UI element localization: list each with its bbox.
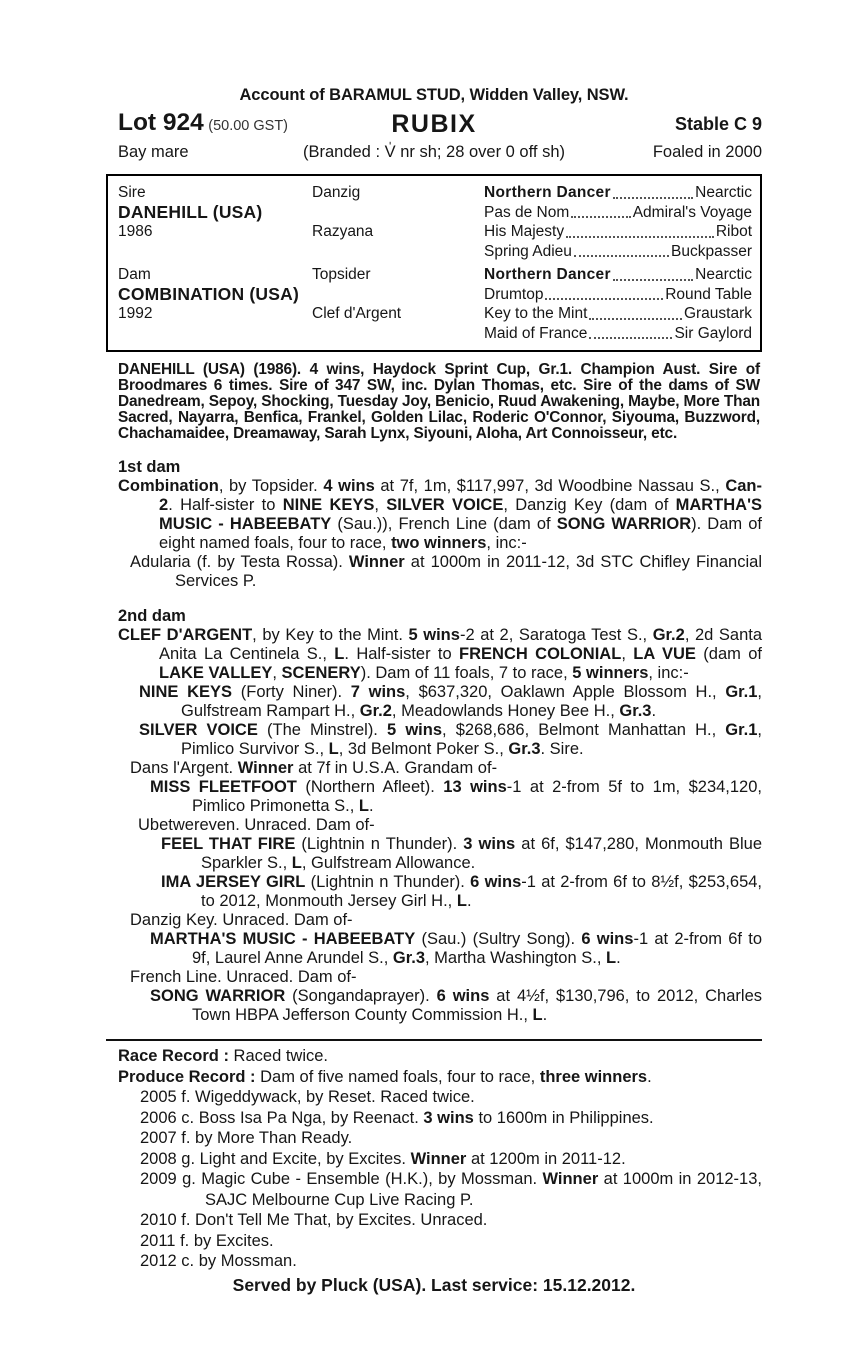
vendor-account-line: Account of BARAMUL STUD, Widden Valley, NSW. (239, 86, 629, 104)
pedigree-leader-row: Pas de Nom Admiral's Voyage (484, 203, 752, 221)
dam-year: 1992 (118, 305, 153, 322)
sire-dam-name: Razyana (312, 223, 374, 240)
first-dam-paragraph: Combination, by Topsider. 4 wins at 7f, 1m, $117,997, 3d Woodbine Nassau S., Can-2. Half-sister to NINE KEYS, SILVER VOICE, Danzig Key (dam of MARTHA'S MUSIC - HABEEBATY (Sau.)), French Line (dam of SONG WARRIOR). Dam of eight named foals, four to race, two winners, inc:- (118, 477, 763, 553)
pedigree-leader-row: His Majesty Ribot (484, 223, 752, 240)
produce-entry: 2006 c. Boss Isa Pa Nga, by Reenact. 3 wins to 1600m in Philippines. (140, 1108, 654, 1127)
service-note: Served by Pluck (USA). Last service: 15.12.2012. (232, 1274, 636, 1295)
dam-entry: SONG WARRIOR (Songandaprayer). 6 wins at 4½f, $130,796, to 2012, Charles Town HBPA Jefferson County Commission H., L. (150, 987, 763, 1025)
dam-entry: MARTHA'S MUSIC - HABEEBATY (Sau.) (Sultry Song). 6 wins-1 at 2-from 6f to 9f, Laurel Anne Arundel S., Gr.3, Martha Washington S., L. (150, 930, 762, 968)
dam-dam-name: Clef d'Argent (312, 305, 402, 322)
race-record: Race Record : Raced twice. (118, 1047, 329, 1066)
sire-sire-name: Danzig (312, 184, 361, 201)
section-divider (106, 1039, 762, 1041)
dam-grandparents-column (484, 265, 752, 343)
sire-parents-column (312, 183, 484, 261)
sire-summary-paragraph: DANEHILL (USA) (1986). 4 wins, Haydock Sprint Cup, Gr.1. Champion Aust. Sire of Broodmares 6 times. Sire of 347 SW, inc. Dylan Thomas, etc. Sire of the dams of SW Danedream, Sepoy, Shocking, Tuesday Joy, Benicio, Ruud Awakening, Maybe, More Than Sacred, Nayarra, Benfica, Frankel, Golden Lilac, Roderic O'Connor, Siyouma, Buzzword, Chachamaidee, Dreamaway, Sarah Lynx, Siyouni, Aloha, Art Connoisseur, etc. (118, 361, 760, 443)
dam-sire-name: Topsider (312, 266, 371, 283)
dam-name: COMBINATION (USA) (118, 283, 299, 304)
page-content (106, 86, 762, 1296)
pedigree-leader-row: Northern Dancer Nearctic (484, 184, 752, 201)
dam-entry: Danzig Key. Unraced. Dam of- (130, 911, 353, 930)
produce-entry: 2007 f. by More Than Ready. (140, 1129, 353, 1148)
dam-parents-column (312, 265, 484, 343)
pedigree-table (106, 174, 762, 352)
dam-entry: Dans l'Argent. Winner at 7f in U.S.A. Grandam of- (130, 759, 498, 778)
dam-entry: Ubetwereven. Unraced. Dam of- (138, 816, 375, 835)
brand-description: (Branded : V̍ nr sh; 28 over 0 off sh) (302, 143, 565, 161)
dam-entry: French Line. Unraced. Dam of- (130, 968, 357, 987)
records-section (106, 1046, 762, 1296)
sire-year: 1986 (118, 223, 153, 240)
horse-name: RUBIX (391, 110, 477, 138)
produce-entry: 2010 f. Don't Tell Me That, by Excites. Unraced. (140, 1211, 488, 1230)
produce-entry: 2005 f. Wigeddywack, by Reset. Raced twice. (140, 1088, 475, 1107)
stable-location: Stable C 9 (674, 114, 762, 134)
first-dam-heading: 1st dam (118, 458, 181, 477)
sire-column (118, 183, 312, 261)
gst-note: (50.00 GST) (208, 118, 289, 134)
dam-entry: IMA JERSEY GIRL (Lightnin n Thunder). 6 wins-1 at 2-from 6f to 8½f, $253,654, to 2012, Monmouth Jersey Girl H., L. (161, 873, 763, 911)
produce-entry: 2011 f. by Excites. (140, 1231, 274, 1250)
dam-entry: Adularia (f. by Testa Rossa). Winner at 1000m in 2011-12, 3d STC Chifley Financial Services P. (130, 553, 762, 591)
produce-entry: 2008 g. Light and Excite, by Excites. Winner at 1200m in 2011-12. (140, 1149, 626, 1168)
produce-entry: 2012 c. by Mossman. (140, 1252, 297, 1271)
dam-role-label: Dam (118, 266, 151, 283)
produce-record: Produce Record : Dam of five named foals, four to race, three winners. (118, 1067, 652, 1086)
dam-entry: MISS FLEETFOOT (Northern Afleet). 13 wins-1 at 2-from 5f to 1m, $234,120, Pimlico Primonetta S., L. (150, 778, 762, 816)
pedigree-sire-half (118, 183, 752, 261)
second-dam-paragraph: CLEF D'ARGENT, by Key to the Mint. 5 wins-2 at 2, Saratoga Test S., Gr.2, 2d Santa Anita La Centinela S., L. Half-sister to FRENCH COLONIAL, LA VUE (dam of LAKE VALLEY, SCENERY). Dam of 11 foals, 7 to race, 5 winners, inc:- (118, 626, 763, 683)
sire-name: DANEHILL (USA) (118, 201, 263, 222)
sire-grandparents-column (484, 183, 752, 261)
dam-entry: NINE KEYS (Forty Niner). 7 wins, $637,320, Oaklawn Apple Blossom H., Gr.1, Gulfstream Rampart H., Gr.2, Meadowlands Honey Bee H., Gr.3. (139, 683, 763, 721)
foaled-year: Foaled in 2000 (652, 143, 762, 161)
lot-number: Lot 924 (118, 109, 204, 136)
pedigree-dam-half (118, 265, 752, 343)
pedigree-leader-row: Key to the Mint Graustark (484, 305, 752, 322)
dam-entry: FEEL THAT FIRE (Lightnin n Thunder). 3 wins at 6f, $147,280, Monmouth Blue Sparkler S., L, Gulfstream Allowance. (161, 835, 763, 873)
sire-role-label: Sire (118, 184, 146, 201)
pedigree-leader-row: Drumtop Round Table (484, 285, 752, 303)
dam-column (118, 265, 312, 343)
pedigree-leader-row: Maid of France Sir Gaylord (484, 324, 752, 342)
pedigree-leader-row: Spring Adieu Buckpasser (484, 242, 752, 260)
colour-sex: Bay mare (118, 143, 189, 161)
dam-entry: SILVER VOICE (The Minstrel). 5 wins, $268,686, Belmont Manhattan H., Gr.1, Pimlico Survivor S., L, 3d Belmont Poker S., Gr.3. Sire. (139, 721, 762, 759)
horse-info-row (106, 143, 762, 167)
second-dam-heading: 2nd dam (118, 607, 186, 626)
pedigree-leader-row: Northern Dancer Nearctic (484, 266, 752, 283)
produce-entry: 2009 g. Magic Cube - Ensemble (H.K.), by Mossman. Winner at 1000m in 2012-13, SAJC Melbourne Cup Live Racing P. (140, 1170, 762, 1209)
lot-header-row (106, 109, 762, 143)
